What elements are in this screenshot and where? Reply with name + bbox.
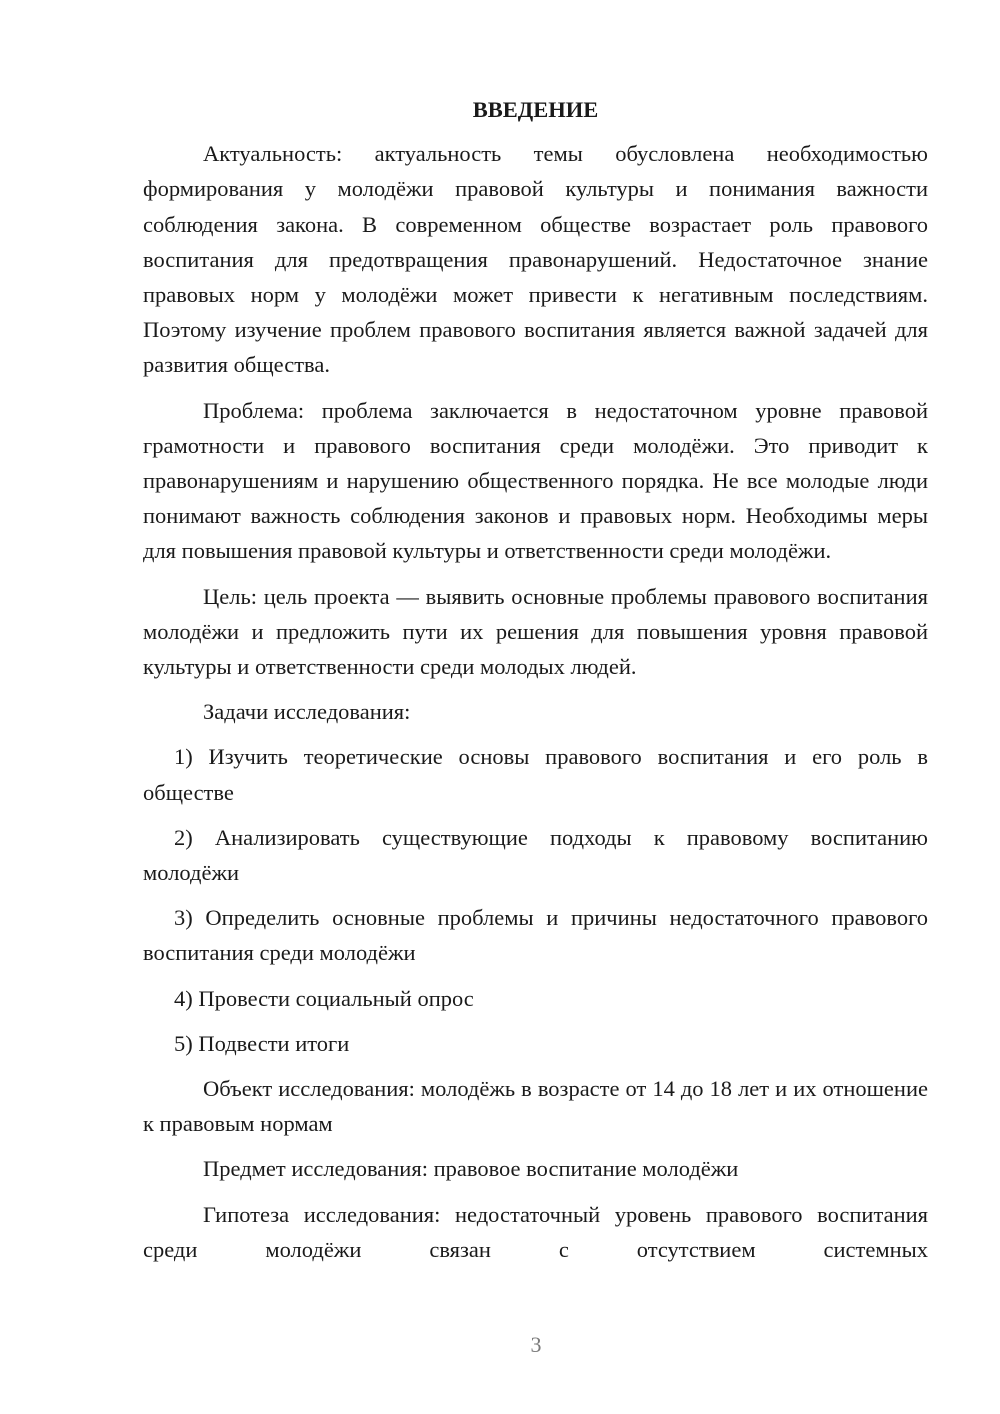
- task-item-1: 1) Изучить теоретические основы правового воспитания и его роль в обществе: [143, 744, 928, 805]
- task-item-3: 3) Определить основные проблемы и причины недостаточного правового воспитания среди молодёжи: [143, 905, 928, 966]
- paragraph-subject: Предмет исследования: правовое воспитание молодёжи: [203, 1156, 739, 1182]
- page-number: 3: [530, 1332, 542, 1357]
- task-item-5: 5) Подвести итоги: [174, 1030, 350, 1056]
- task-item-4: 4) Провести социальный опрос: [174, 985, 474, 1011]
- paragraph-goal: Цель: цель проекта — выявить основные проблемы правового воспитания молодёжи и предложить пути их решения для повышения уровня правовой культуры и ответственности среди молодых людей.: [143, 583, 928, 680]
- tasks-heading: Задачи исследования:: [203, 699, 411, 725]
- page-content: [143, 92, 928, 1277]
- paragraph-problem: Проблема: проблема заключается в недостаточном уровне правовой грамотности и правового воспитания среди молодёжи. Это приводит к правонарушениям и нарушению общественного порядка. Не все молодые люди понимают важность соблюдения законов и правовых норм. Необходимы меры для повышения правовой культуры и ответственности среди молодёжи.: [143, 397, 928, 564]
- task-item-2: 2) Анализировать существующие подходы к правовому воспитанию молодёжи: [143, 824, 928, 886]
- paragraph-hypothesis: Гипотеза исследования: недостаточный уровень правового воспитания среди молодёжи связан с отсутствием системных: [143, 1201, 928, 1262]
- paragraph-object: Объект исследования: молодёжь в возрасте от 14 до 18 лет и их отношение к правовым нормам: [143, 1076, 928, 1137]
- section-title: ВВЕДЕНИЕ: [472, 97, 599, 122]
- paragraph-relevance: Актуальность: актуальность темы обусловлена необходимостью формирования у молодёжи правовой культуры и понимания важности соблюдения закона. В современном обществе возрастает роль правового воспитания для предотвращения правонарушений. Недостаточное знание правовых норм у молодёжи может привести к негативным последствиям. Поэтому изучение проблем правового воспитания является важной задачей для развития общества.: [143, 141, 928, 378]
